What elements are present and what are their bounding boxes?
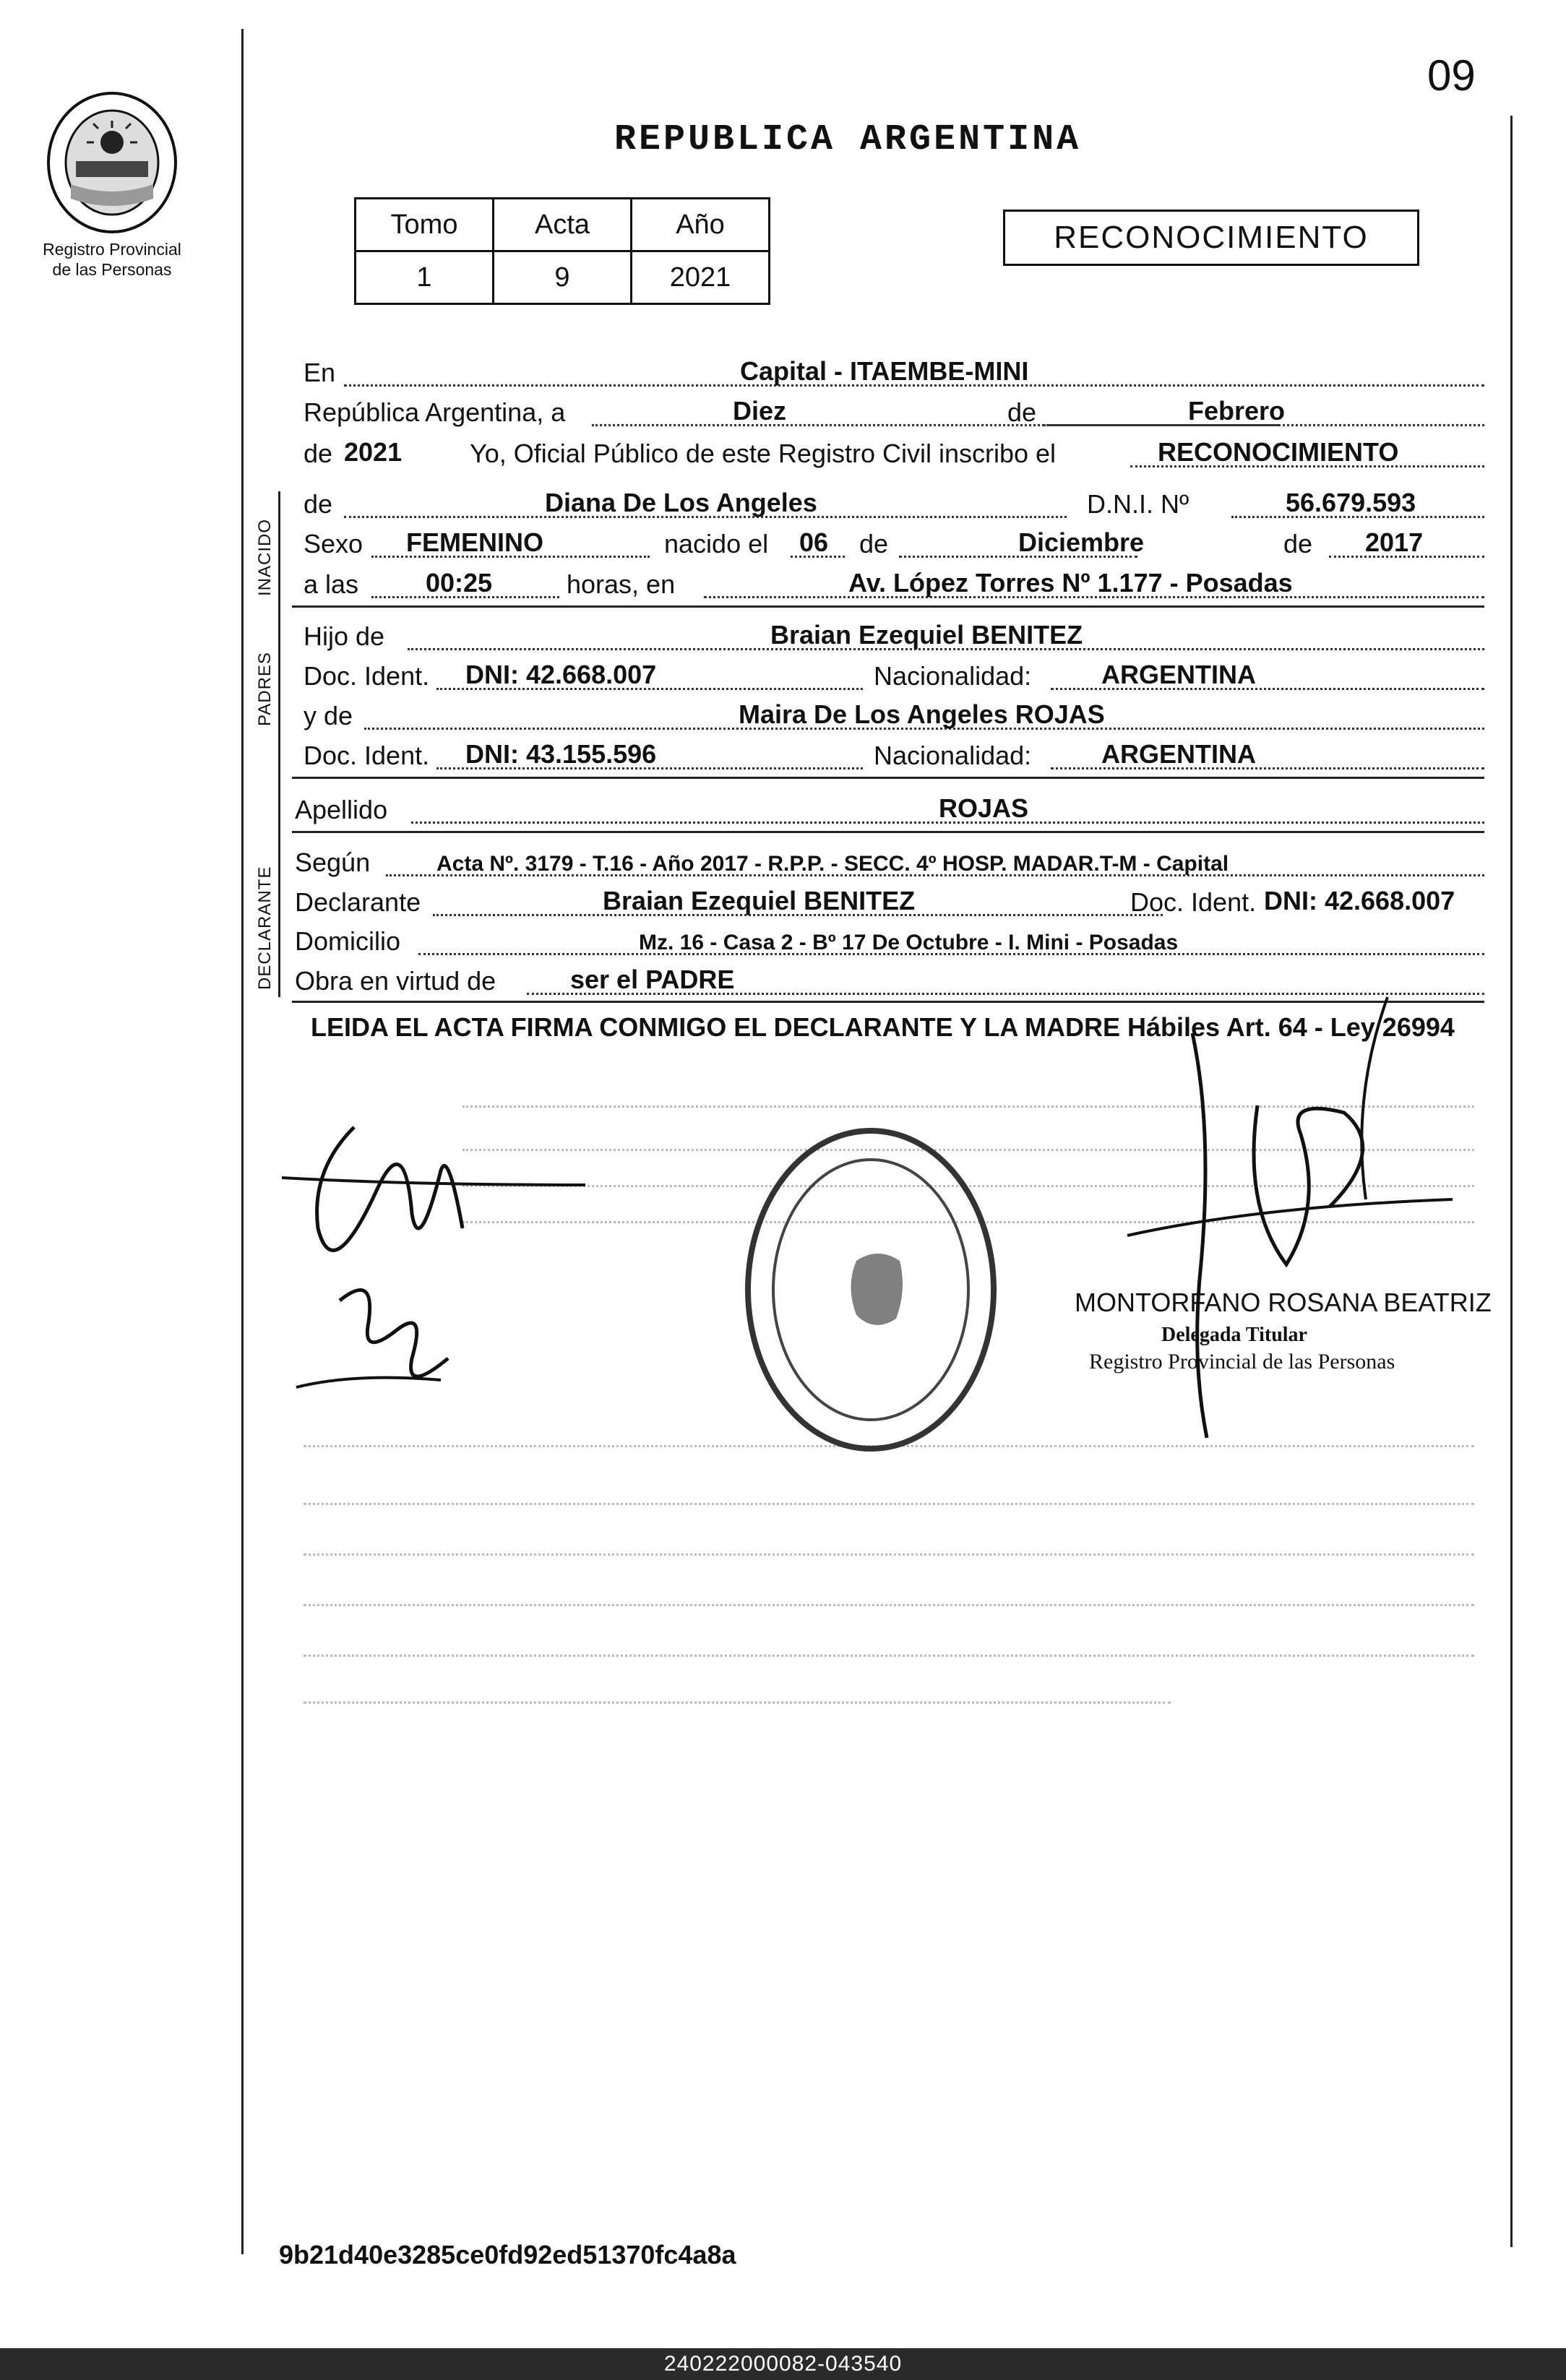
act-value: RECONOCIMIENTO bbox=[1158, 437, 1399, 467]
row-name bbox=[299, 482, 1484, 522]
legal-text: LEIDA EL ACTA FIRMA CONMIGO EL DECLARANTE Y LA MADRE Hábiles Art. 64 - Ley 26994 bbox=[311, 1012, 1455, 1042]
divider-inacido bbox=[292, 605, 1484, 608]
right-margin-line bbox=[1510, 116, 1513, 2247]
side-label-inacido: INACIDO bbox=[255, 518, 275, 596]
horas-label: horas, en bbox=[567, 569, 676, 599]
doc3-label: Doc. Ident. bbox=[1130, 887, 1257, 917]
apellido-value: ROJAS bbox=[939, 793, 1029, 823]
row-segun bbox=[295, 840, 1484, 881]
page-number: 09 bbox=[1427, 51, 1476, 100]
row-domicilio bbox=[295, 919, 1484, 960]
logo-caption-2: de las Personas bbox=[52, 260, 172, 279]
segun-value: Acta Nº. 3179 - T.16 - Año 2017 - R.P.P. - SECC. 4º HOSP. MADAR.T-M - Capital bbox=[436, 852, 1229, 876]
birth-time-value: 00:25 bbox=[426, 568, 493, 598]
segun-label: Según bbox=[295, 848, 371, 877]
mother-doc-value: DNI: 43.155.596 bbox=[465, 739, 657, 769]
domicilio-value: Mz. 16 - Casa 2 - Bº 17 De Octubre - I. Mini - Posadas bbox=[639, 931, 1179, 954]
acta-value: 9 bbox=[494, 251, 632, 304]
declarant-signature bbox=[267, 1084, 600, 1431]
province-seal-icon bbox=[43, 90, 181, 235]
row-declarante bbox=[295, 880, 1484, 920]
birth-day-value: 06 bbox=[799, 527, 829, 557]
mother-nat-value: ARGENTINA bbox=[1101, 739, 1256, 769]
row-sexo bbox=[299, 522, 1484, 562]
en-value: Capital - ITAEMBE-MINI bbox=[740, 356, 1029, 386]
official-seal-stamp bbox=[741, 1124, 1001, 1456]
province-logo bbox=[29, 90, 195, 280]
row-mother-doc bbox=[299, 733, 1484, 774]
father-value: Braian Ezequiel BENITEZ bbox=[770, 620, 1083, 650]
hijo-label: Hijo de bbox=[304, 621, 385, 651]
en-label: En bbox=[304, 358, 336, 387]
divider-padres bbox=[292, 777, 1484, 779]
dni-value: 56.679.593 bbox=[1286, 488, 1416, 517]
row-father-doc bbox=[299, 654, 1484, 694]
father-doc-value: DNI: 42.668.007 bbox=[465, 660, 657, 689]
official-role: Delegada Titular bbox=[1161, 1324, 1307, 1346]
birth-place-value: Av. López Torres Nº 1.177 - Posadas bbox=[848, 568, 1293, 598]
tomo-header: Tomo bbox=[356, 199, 494, 251]
obra-value: ser el PADRE bbox=[570, 965, 735, 994]
official-block bbox=[1075, 1288, 1492, 1374]
republica-label: República Argentina, a bbox=[304, 397, 566, 427]
anio-value: 2021 bbox=[632, 251, 770, 304]
de5-label: de bbox=[1283, 529, 1313, 559]
doc-label: Doc. Ident. bbox=[304, 661, 430, 691]
year-value: 2021 bbox=[344, 437, 403, 467]
side-label-declarante: DECLARANTE bbox=[255, 866, 275, 990]
official-signature bbox=[1113, 990, 1489, 1452]
document-hash: 9b21d40e3285ce0fd92ed51370fc4a8a bbox=[279, 2240, 736, 2269]
dni-label: D.N.I. Nº bbox=[1087, 489, 1189, 519]
declarante-value: Braian Ezequiel BENITEZ bbox=[603, 886, 916, 915]
nac2-label: Nacionalidad: bbox=[874, 741, 1032, 770]
father-nat-value: ARGENTINA bbox=[1101, 660, 1256, 689]
row-oficial bbox=[299, 431, 1484, 472]
yde-label: y de bbox=[304, 701, 353, 730]
doc2-label: Doc. Ident. bbox=[304, 741, 430, 770]
nac-label: Nacionalidad: bbox=[874, 661, 1032, 691]
left-margin-line bbox=[241, 29, 244, 2254]
birth-month-value: Diciembre bbox=[1018, 527, 1145, 557]
alas-label: a las bbox=[304, 569, 359, 599]
mother-value: Maira De Los Angeles ROJAS bbox=[739, 699, 1105, 729]
domicilio-label: Domicilio bbox=[295, 926, 401, 956]
official-org: Registro Provincial de las Personas bbox=[1089, 1350, 1395, 1374]
anio-header: Año bbox=[632, 199, 770, 251]
day-value: Diez bbox=[733, 396, 787, 426]
footer-id-bar: 240222000082-043540 bbox=[0, 2348, 1566, 2380]
row-hora bbox=[299, 562, 1484, 603]
row-apellido bbox=[295, 788, 1484, 828]
sexo-value: FEMENINO bbox=[406, 527, 544, 557]
declarante-label: Declarante bbox=[295, 887, 421, 917]
sexo-label: Sexo bbox=[304, 529, 363, 559]
tomo-value: 1 bbox=[356, 251, 494, 304]
act-type-box: RECONOCIMIENTO bbox=[1003, 210, 1419, 266]
birth-year-value: 2017 bbox=[1365, 527, 1424, 557]
declarante-doc-value: DNI: 42.668.007 bbox=[1264, 886, 1455, 915]
nacido-label: nacido el bbox=[664, 529, 769, 559]
obra-label: Obra en virtud de bbox=[295, 966, 496, 996]
month-value: Febrero bbox=[1188, 396, 1286, 426]
de3-label: de bbox=[304, 489, 333, 519]
de2-label: de bbox=[304, 439, 333, 468]
de-label: de bbox=[1007, 397, 1037, 427]
row-en bbox=[299, 350, 1484, 391]
logo-caption-1: Registro Provincial bbox=[43, 240, 181, 259]
row-hijo bbox=[299, 614, 1484, 655]
row-date bbox=[299, 390, 1484, 431]
acta-header: Acta bbox=[494, 199, 632, 251]
oficial-text: Yo, Oficial Público de este Registro Civil inscribo el bbox=[470, 439, 1057, 468]
row-yde bbox=[299, 694, 1484, 734]
name-value: Diana De Los Angeles bbox=[545, 488, 817, 517]
page-title: REPUBLICA ARGENTINA bbox=[614, 119, 1082, 160]
volume-table bbox=[354, 197, 770, 305]
side-divider bbox=[278, 491, 280, 997]
official-name: MONTORFANO ROSANA BEATRIZ bbox=[1075, 1288, 1492, 1317]
de4-label: de bbox=[859, 529, 889, 559]
apellido-label: Apellido bbox=[295, 795, 388, 824]
side-label-padres: PADRES bbox=[255, 652, 275, 726]
divider-apellido bbox=[292, 831, 1484, 833]
